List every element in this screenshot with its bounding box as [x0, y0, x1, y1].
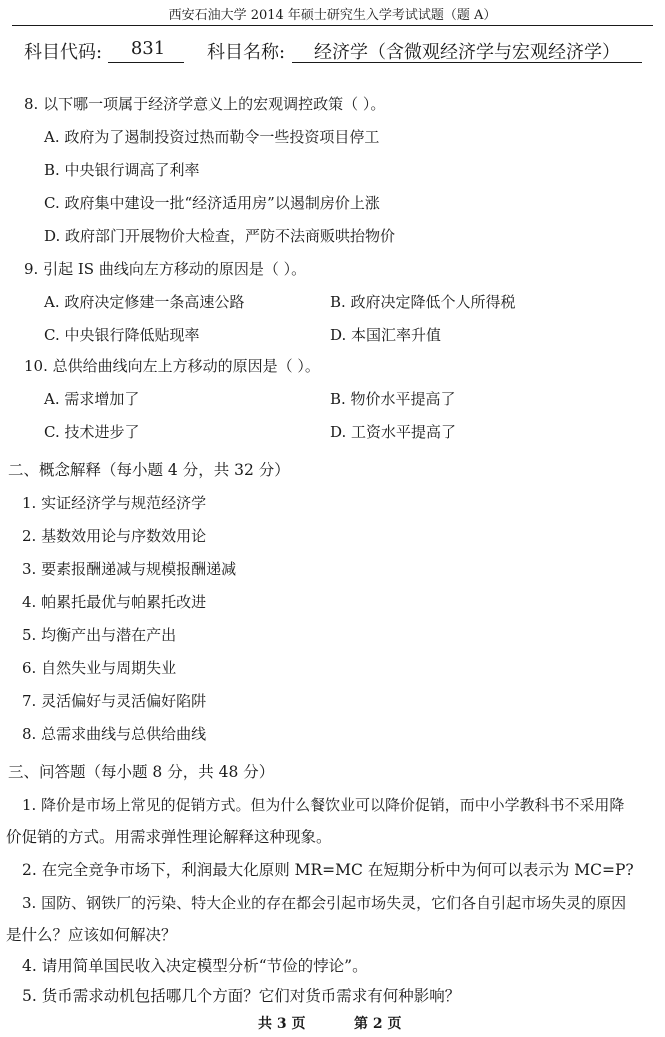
footer-total-pages: 共 3 页 [258, 1016, 306, 1032]
essay-question-3-line-2: 是什么？应该如何解决？ [6, 926, 177, 944]
essay-question-2: 2. 在完全竞争市场下，利润最大化原则 MR=MC 在短期分析中为何可以表示为 MC=P? [22, 861, 634, 879]
question-8-option-d: D. 政府部门开展物价大检查，严防不法商贩哄抬物价 [44, 227, 396, 245]
question-10-option-c: C. 技术进步了 [44, 423, 140, 441]
question-8-option-c: C. 政府集中建设一批“经济适用房”以遏制房价上涨 [44, 194, 380, 212]
question-9-option-b: B. 政府决定降低个人所得税 [330, 293, 516, 311]
question-10-stem: 10. 总供给曲线向左上方移动的原因是（ ）。 [24, 357, 320, 375]
question-8-option-a: A. 政府为了遏制投资过热而勒令一些投资项目停工 [44, 128, 380, 146]
subject-code-value: 831 [130, 38, 166, 59]
section-2-heading: 二、概念解释（每小题 4 分，共 32 分） [8, 461, 290, 479]
section-3-heading: 三、问答题（每小题 8 分，共 48 分） [8, 763, 275, 781]
essay-question-1-line-1: 1. 降价是市场上常见的促销方式。但为什么餐饮业可以降价促销，而中小学教科书不采用降 [22, 796, 625, 814]
question-9-option-d: D. 本国汇率升值 [330, 326, 442, 344]
concept-item-6: 6. 自然失业与周期失业 [22, 659, 177, 677]
concept-item-3: 3. 要素报酬递减与规模报酬递减 [22, 560, 237, 578]
concept-item-5: 5. 均衡产出与潜在产出 [22, 626, 177, 644]
essay-question-4: 4. 请用简单国民收入决定模型分析“节俭的悖论”。 [22, 957, 368, 975]
header-divider [12, 25, 653, 26]
essay-question-1-line-2: 价促销的方式。用需求弹性理论解释这种现象。 [6, 828, 332, 846]
question-10-option-d: D. 工资水平提高了 [330, 423, 457, 441]
concept-item-2: 2. 基数效用论与序数效用论 [22, 527, 207, 545]
subject-name-value: 经济学（含微观经济学与宏观经济学） [314, 42, 620, 63]
footer-current-page: 第 2 页 [354, 1016, 402, 1032]
subject-name-label: 科目名称: [207, 42, 286, 63]
concept-item-8: 8. 总需求曲线与总供给曲线 [22, 725, 207, 743]
concept-item-7: 7. 灵活偏好与灵活偏好陷阱 [22, 692, 207, 710]
exam-title: 西安石油大学 2014 年硕士研究生入学考试试题（题 A） [168, 8, 497, 23]
question-10-option-b: B. 物价水平提高了 [330, 390, 456, 408]
concept-item-1: 1. 实证经济学与规范经济学 [22, 494, 207, 512]
subject-code-underline [108, 62, 184, 63]
subject-code-label: 科目代码: [24, 42, 103, 63]
essay-question-3-line-1: 3. 国防、钢铁厂的污染、特大企业的存在都会引起市场失灵，它们各自引起市场失灵的原因 [22, 894, 627, 912]
concept-item-4: 4. 帕累托最优与帕累托改进 [22, 593, 207, 611]
question-10-option-a: A. 需求增加了 [44, 390, 140, 408]
question-8-option-b: B. 中央银行调高了利率 [44, 161, 200, 179]
question-9-option-c: C. 中央银行降低贴现率 [44, 326, 200, 344]
essay-question-5: 5. 货币需求动机包括哪几个方面？它们对货币需求有何种影响？ [22, 987, 461, 1005]
question-9-stem: 9. 引起 IS 曲线向左方移动的原因是（ ）。 [24, 260, 307, 278]
subject-name-underline [292, 62, 642, 63]
question-9-option-a: A. 政府决定修建一条高速公路 [44, 293, 245, 311]
question-8-stem: 8. 以下哪一项属于经济学意义上的宏观调控政策（ ）。 [24, 95, 386, 113]
